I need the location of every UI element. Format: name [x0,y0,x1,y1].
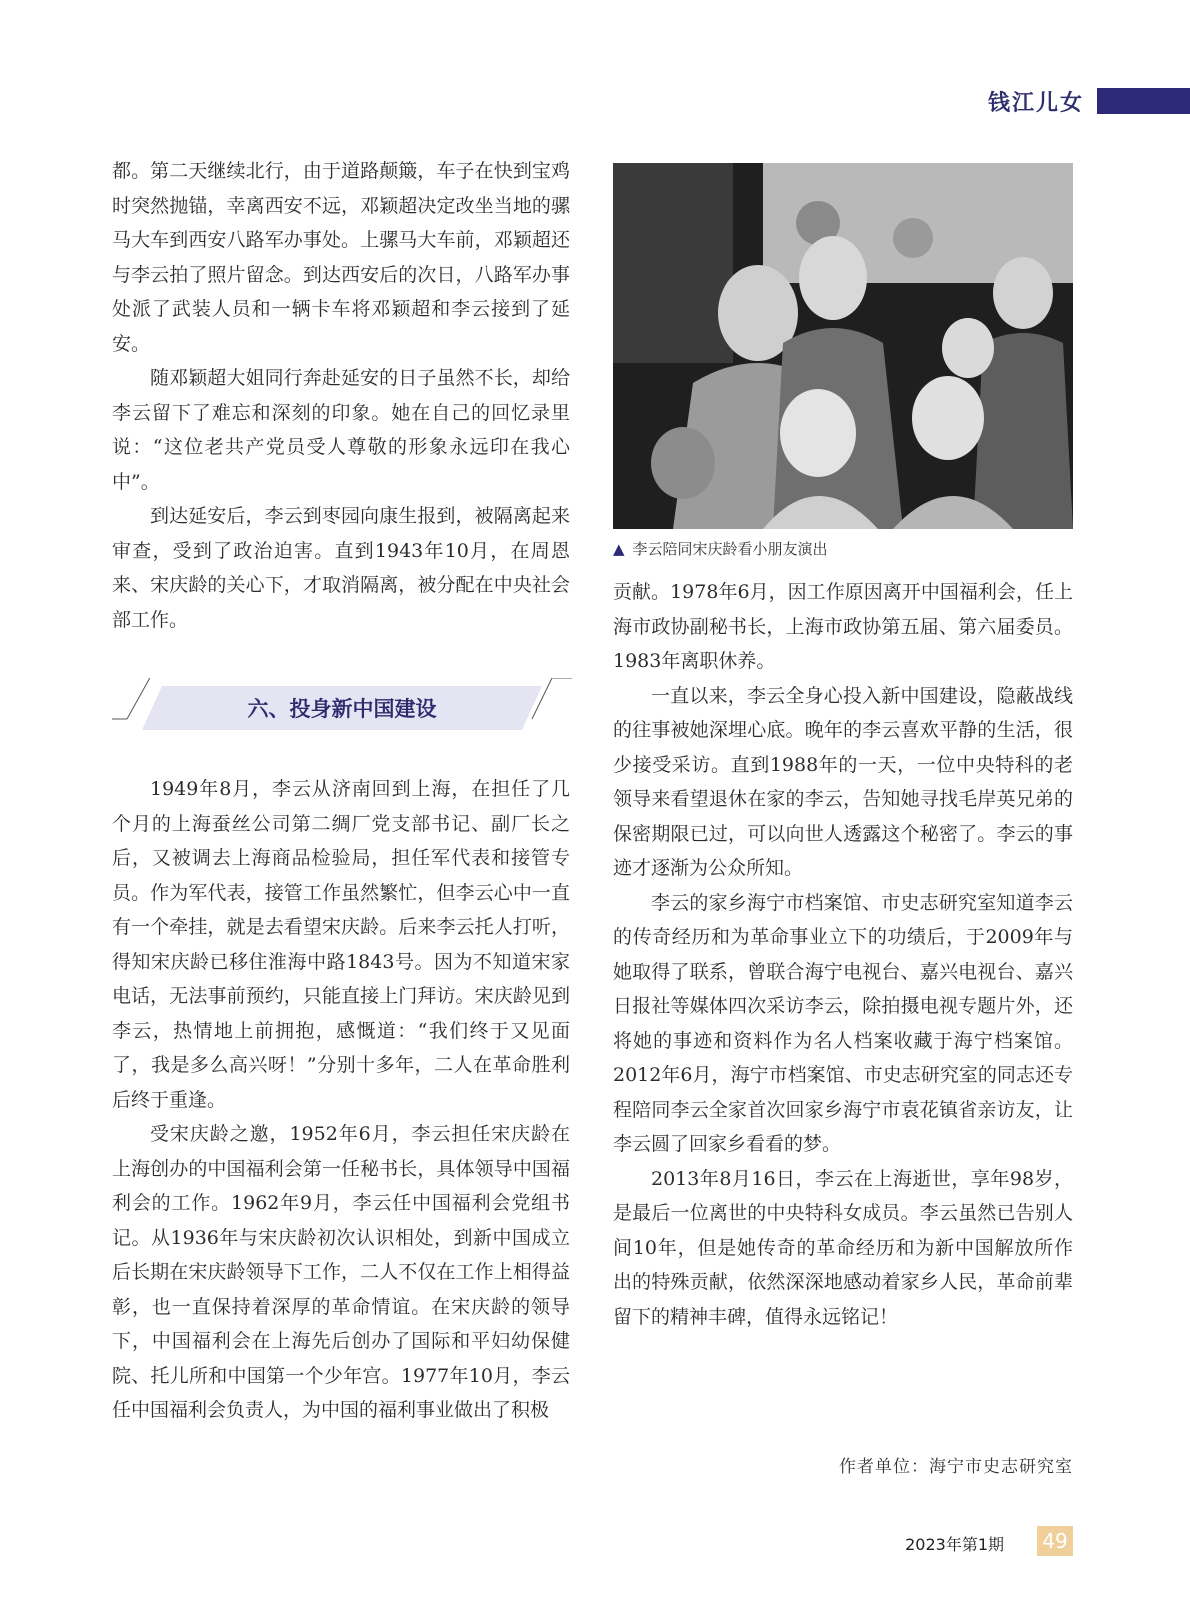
left-column-bottom-text [112,772,570,1428]
caption-text: 李云陪同宋庆龄看小朋友演出 [632,540,828,558]
paragraph: 受宋庆龄之邀，1952年6月，李云担任宋庆龄在上海创办的中国福利会第一任秘书长，具体领导中国福利会的工作。1962年9月，李云任中国福利会党组书记。从1936年与宋庆龄初次认识相处，到新中国成立后长期在宋庆龄领导下工作，二人不仅在工作上相得益彰，也一直保持着深厚的革命情谊。在宋庆龄的领导下，中国福利会在上海先后创办了国际和平妇幼保健院、托儿所和中国第一个少年宫。1977年10月，李云任中国福利会负责人，为中国的福利事业做出了积极 [112,1123,570,1421]
right-column-text [613,575,1073,1334]
header-accent-bar [1097,88,1190,114]
paragraph: 随邓颖超大姐同行奔赴延安的日子虽然不长，却给李云留下了难忘和深刻的印象。她在自己的回忆录里说：“这位老共产党员受人尊敬的形象永远印在我心中”。 [112,367,570,493]
paragraph: 贡献。1978年6月，因工作原因离开中国福利会，任上海市政协副秘书长，上海市政协第五届、第六届委员。1983年离职休养。 [613,581,1073,672]
paragraph: 一直以来，李云全身心投入新中国建设，隐蔽战线的往事被她深埋心底。晚年的李云喜欢平静的生活，很少接受采访。直到1988年的一天，一位中央特科的老领导来看望退休在家的李云，告知她寻找毛岸英兄弟的保密期限已过，可以向世人透露这个秘密了。李云的事迹才逐渐为公众所知。 [613,684,1073,879]
paragraph: 1949年8月，李云从济南回到上海，在担任了几个月的上海蚕丝公司第二绸厂党支部书记、副厂长之后，又被调去上海商品检验局，担任军代表和接管专员。作为军代表，接管工作虽然繁忙，但李云心中一直有一个牵挂，就是去看望宋庆龄。后来李云托人打听，得知宋庆龄已移住淮海中路1843号。因为不知道宋家电话，无法事前预约，只能直接上门拜访。宋庆龄见到李云，热情地上前拥抱，感慨道：“我们终于又见面了，我是多么高兴呀！”分别十多年，二人在革命胜利后终于重逢。 [112,778,570,1111]
paragraph: 都。第二天继续北行，由于道路颠簸，车子在快到宝鸡时突然抛锚，幸离西安不远，邓颖超决定改坐当地的骡马大车到西安八路军办事处。上骡马大车前，邓颖超还与李云拍了照片留念。到达西安后的次日，八路军办事处派了武装人员和一辆卡车将邓颖超和李云接到了延安。 [112,160,570,355]
column-title: 钱江儿女 [987,91,1084,116]
section-title: 六、投身新中国建设 [247,697,437,721]
triangle-icon: ▲ [613,540,625,558]
historical-photo [613,163,1073,529]
paragraph: 李云的家乡海宁市档案馆、市史志研究室知道李云的传奇经历和为革命事业立下的功绩后，于2009年与她取得了联系，曾联合海宁电视台、嘉兴电视台、嘉兴日报社等媒体四次采访李云，除拍摄电视专题片外，还将她的事迹和资料作为名人档案收藏于海宁档案馆。2012年6月，海宁市档案馆、市史志研究室的同志还专程陪同李云全家首次回家乡海宁市袁花镇省亲访友，让李云圆了回家乡看看的梦。 [613,891,1073,1155]
photo-caption [613,538,828,559]
left-column-top-text [112,154,570,637]
author-affiliation: 作者单位：海宁市史志研究室 [839,1457,1073,1477]
section-heading [112,678,572,738]
issue-label: 2023年第1期 [905,1535,1004,1554]
paragraph: 到达延安后，李云到枣园向康生报到，被隔离起来审查，受到了政治迫害。直到1943年10月，在周恩来、宋庆龄的关心下，才取消隔离，被分配在中央社会部工作。 [112,505,570,631]
paragraph: 2013年8月16日，李云在上海逝世，享年98岁，是最后一位离世的中央特科女成员。李云虽然已告别人间10年，但是她传奇的革命经历和为新中国解放所作出的特殊贡献，依然深深地感动着家乡人民，革命前辈留下的精神丰碑，值得永远铭记！ [613,1167,1073,1328]
page-number: 49 [1037,1526,1073,1556]
